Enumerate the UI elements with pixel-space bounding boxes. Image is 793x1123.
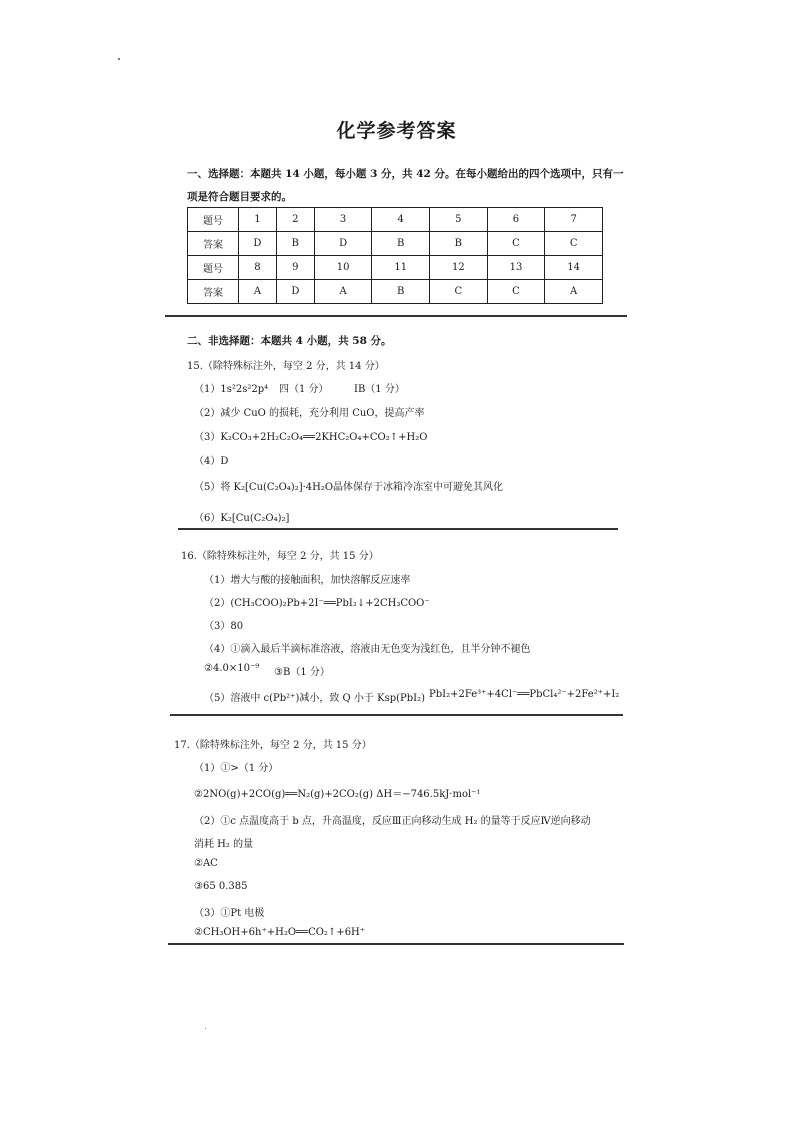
table-row <box>188 280 603 304</box>
table-cell: D <box>276 280 314 304</box>
table-cell: A <box>239 280 277 304</box>
table-row-header: 答案 <box>188 232 239 256</box>
q16-answer-4: （4）①滴入最后半滴标准溶液，溶液由无色变为浅红色，且半分钟不褪色 <box>204 644 531 655</box>
page-title: 化学参考答案 <box>336 120 457 142</box>
q17-answer-2: （2）①c 点温度高于 b 点，升高温度，反应Ⅲ正向移动生成 H₂ 的量等于反应Ⅳ逆向移动 <box>194 816 591 827</box>
table-row-header: 答案 <box>188 280 239 304</box>
table-cell: B <box>276 232 314 256</box>
table-row-header: 题号 <box>188 256 239 280</box>
q15-answer-1 <box>194 380 268 395</box>
table-cell: 2 <box>276 208 314 232</box>
q16-answer-2: （2）(CH₃COO)₂Pb+2I⁻══PbI₂↓+2CH₃COO⁻ <box>204 598 430 609</box>
q15-a1-group: ⅠB（1 分） <box>354 384 405 395</box>
table-cell: 4 <box>372 208 430 232</box>
table-cell: 5 <box>430 208 488 232</box>
table-cell: 8 <box>239 256 277 280</box>
part1-instructions-line1: 一、选择题：本题共 14 小题，每小题 3 分，共 42 分。在每小题给出的四个选项中，只有一 <box>187 168 624 180</box>
divider <box>168 943 624 945</box>
q16-answer-4b: ②4.0×10⁻⁹ <box>204 663 260 674</box>
table-cell: B <box>430 232 488 256</box>
q15-a1-period: 四（1 分） <box>279 384 329 395</box>
q15-a1-label: （1） <box>194 384 221 395</box>
table-cell: 12 <box>430 256 488 280</box>
table-cell: C <box>545 232 603 256</box>
table-cell: 10 <box>314 256 372 280</box>
q16-answer-5-equation: PbI₂+2Fe³⁺+4Cl⁻══PbCl₄²⁻+2Fe²⁺+I₂ <box>429 689 620 700</box>
table-row <box>188 232 603 256</box>
table-cell: A <box>545 280 603 304</box>
table-cell: 6 <box>487 208 545 232</box>
q16-answer-1: （1）增大与酸的接触面积，加快溶解反应速率 <box>204 575 411 586</box>
table-cell: C <box>430 280 488 304</box>
table-cell: 14 <box>545 256 603 280</box>
answer-table <box>187 207 603 304</box>
q15-answer-2: （2）减少 CuO 的损耗，充分利用 CuO，提高产率 <box>194 408 425 419</box>
table-row-header: 题号 <box>188 208 239 232</box>
q16-answer-4c: ③B（1 分） <box>274 667 330 678</box>
table-cell: 11 <box>372 256 430 280</box>
q15-header: 15.（除特殊标注外，每空 2 分，共 14 分） <box>187 361 385 372</box>
divider <box>170 714 623 716</box>
speck-mark <box>118 58 120 60</box>
table-row <box>188 256 603 280</box>
q15-answer-3: （3）K₂CO₃+2H₂C₂O₄══2KHC₂O₄+CO₂↑+H₂O <box>194 432 428 443</box>
table-cell: B <box>372 280 430 304</box>
table-row <box>188 208 603 232</box>
q16-answer-5: （5）溶液中 c(Pb²⁺)减小，致 Q 小于 Ksp(PbI₂) <box>204 693 425 704</box>
q16-header: 16.（除特殊标注外，每空 2 分，共 15 分） <box>181 551 379 562</box>
table-cell: D <box>239 232 277 256</box>
q17-answer-3: （3）①Pt 电极 <box>194 908 265 919</box>
table-cell: 3 <box>314 208 372 232</box>
table-cell: C <box>487 232 545 256</box>
table-cell: A <box>314 280 372 304</box>
q17-answer-1: （1）①>（1 分） <box>194 763 279 774</box>
q15-answer-6: （6）K₂[Cu(C₂O₄)₂] <box>194 513 290 524</box>
q17-answer-3b: ②CH₃OH+6h⁺+H₂O══CO₂↑+6H⁺ <box>194 927 366 938</box>
q16-answer-3: （3）80 <box>204 621 244 632</box>
divider <box>165 315 627 317</box>
table-cell: C <box>487 280 545 304</box>
q17-answer-2c: ③65 0.385 <box>194 881 248 892</box>
table-cell: 13 <box>487 256 545 280</box>
q15-a1-config: 1s²2s²2p⁴ <box>220 384 269 395</box>
table-cell: B <box>372 232 430 256</box>
divider <box>178 528 618 530</box>
table-cell: 1 <box>239 208 277 232</box>
part1-instructions-line2: 项是符合题目要求的。 <box>187 191 292 203</box>
table-cell: D <box>314 232 372 256</box>
q17-answer-2-continued: 消耗 H₂ 的量 <box>194 839 254 850</box>
q17-answer-1b: ②2NO(g)+2CO(g)══N₂(g)+2CO₂(g) ΔH＝−746.5kJ·mol⁻¹ <box>194 789 481 800</box>
table-cell: 9 <box>276 256 314 280</box>
q17-answer-2b: ②AC <box>194 858 218 869</box>
q15-answer-5: （5）将 K₂[Cu(C₂O₄)₂]·4H₂O晶体保存于冰箱冷冻室中可避免其风化 <box>194 482 504 493</box>
table-cell: 7 <box>545 208 603 232</box>
speck-mark <box>205 1028 206 1029</box>
part2-header: 二、非选择题：本题共 4 小题，共 58 分。 <box>187 335 392 347</box>
q17-header: 17.（除特殊标注外，每空 2 分，共 15 分） <box>174 740 372 751</box>
q15-answer-4: （4）D <box>194 456 229 467</box>
